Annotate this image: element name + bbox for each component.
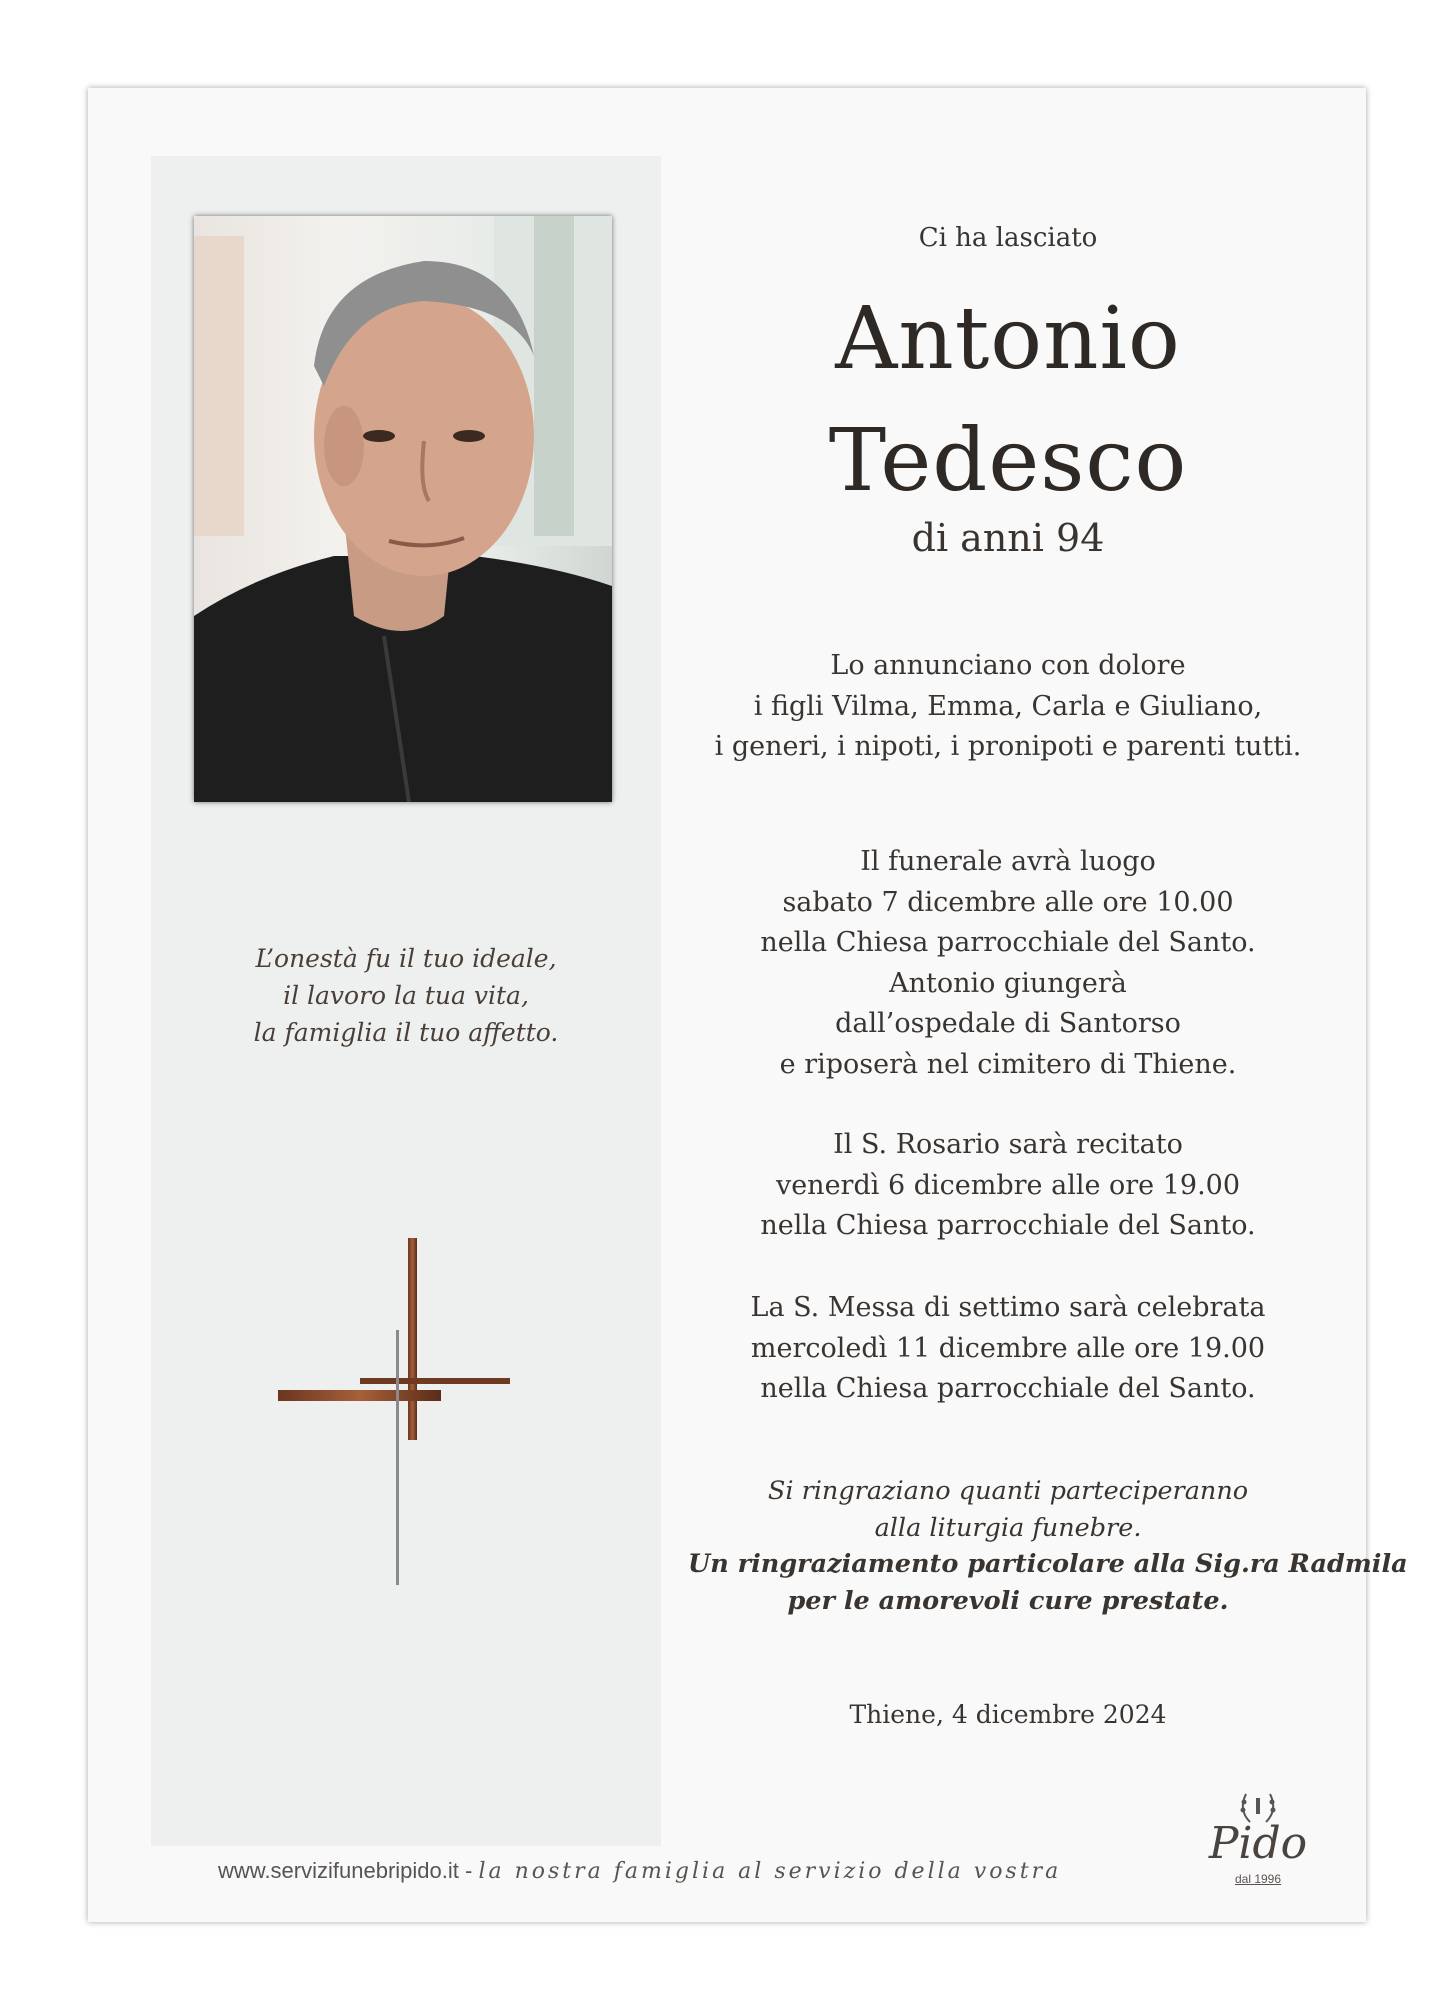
mass-block bbox=[688, 1288, 1328, 1410]
rosary-block bbox=[688, 1125, 1328, 1247]
funeral-block bbox=[688, 842, 1328, 1085]
portrait-photo bbox=[194, 216, 612, 802]
rosary-line: Il S. Rosario sarà recitato bbox=[833, 1129, 1183, 1160]
funeral-line: Il funerale avrà luogo bbox=[860, 846, 1156, 877]
funeral-line: sabato 7 dicembre alle ore 10.00 bbox=[782, 886, 1234, 918]
rosary-line: venerdì 6 dicembre alle ore 19.00 bbox=[775, 1169, 1241, 1201]
quote-line: la famiglia il tuo affetto. bbox=[253, 1018, 559, 1047]
memorial-quote bbox=[151, 940, 661, 1051]
age-text: di anni 94 bbox=[911, 516, 1105, 560]
thanks-special-line: per le amorevoli cure prestate. bbox=[787, 1585, 1229, 1616]
first-name: Antonio bbox=[835, 289, 1181, 389]
logo-since: dal 1996 bbox=[1234, 1872, 1282, 1886]
announcement-line: i figli Vilma, Emma, Carla e Giuliano, bbox=[753, 690, 1263, 722]
mass-line: nella Chiesa parrocchiale del Santo. bbox=[760, 1373, 1256, 1404]
footer-separator: - bbox=[458, 1858, 479, 1883]
website-link[interactable]: www.servizifunebripido.it bbox=[218, 1858, 459, 1883]
rosary-line: nella Chiesa parrocchiale del Santo. bbox=[760, 1210, 1256, 1241]
thanks-line: alla liturgia funebre. bbox=[874, 1512, 1142, 1543]
announcement-block bbox=[688, 646, 1328, 768]
announcement-line: Lo annunciano con dolore bbox=[830, 650, 1186, 681]
logo-name: Pido bbox=[1208, 1818, 1308, 1869]
thanks-block bbox=[688, 1473, 1408, 1619]
obituary-card bbox=[88, 88, 1408, 1922]
footer-slogan: la nostra famiglia al servizio della vostra bbox=[478, 1859, 1062, 1884]
pido-logo bbox=[1198, 1788, 1318, 1888]
funeral-line: e riposerà nel cimitero di Thiene. bbox=[779, 1048, 1237, 1080]
thanks-line: Si ringraziano quanti parteciperanno bbox=[767, 1476, 1249, 1506]
deceased-name bbox=[688, 278, 1328, 522]
funeral-line: nella Chiesa parrocchiale del Santo. bbox=[760, 927, 1256, 958]
last-name: Tedesco bbox=[828, 411, 1188, 511]
announcement-line: i generi, i nipoti, i pronipoti e parenti tutti. bbox=[714, 731, 1302, 762]
quote-line: il lavoro la tua vita, bbox=[283, 981, 529, 1010]
footer bbox=[218, 1858, 1158, 1884]
intro-text: Ci ha lasciato bbox=[918, 223, 1098, 253]
thanks-special-line: Un ringraziamento particolare alla Sig.ra Radmila bbox=[688, 1549, 1408, 1579]
place-date: Thiene, 4 dicembre 2024 bbox=[849, 1700, 1167, 1729]
cross-icon bbox=[278, 1238, 518, 1602]
funeral-line: dall’ospedale di Santorso bbox=[835, 1008, 1181, 1039]
funeral-line: Antonio giungerà bbox=[889, 967, 1127, 999]
mass-line: La S. Messa di settimo sarà celebrata bbox=[750, 1292, 1266, 1323]
mass-line: mercoledì 11 dicembre alle ore 19.00 bbox=[750, 1332, 1266, 1364]
quote-line: L’onestà fu il tuo ideale, bbox=[255, 944, 557, 973]
